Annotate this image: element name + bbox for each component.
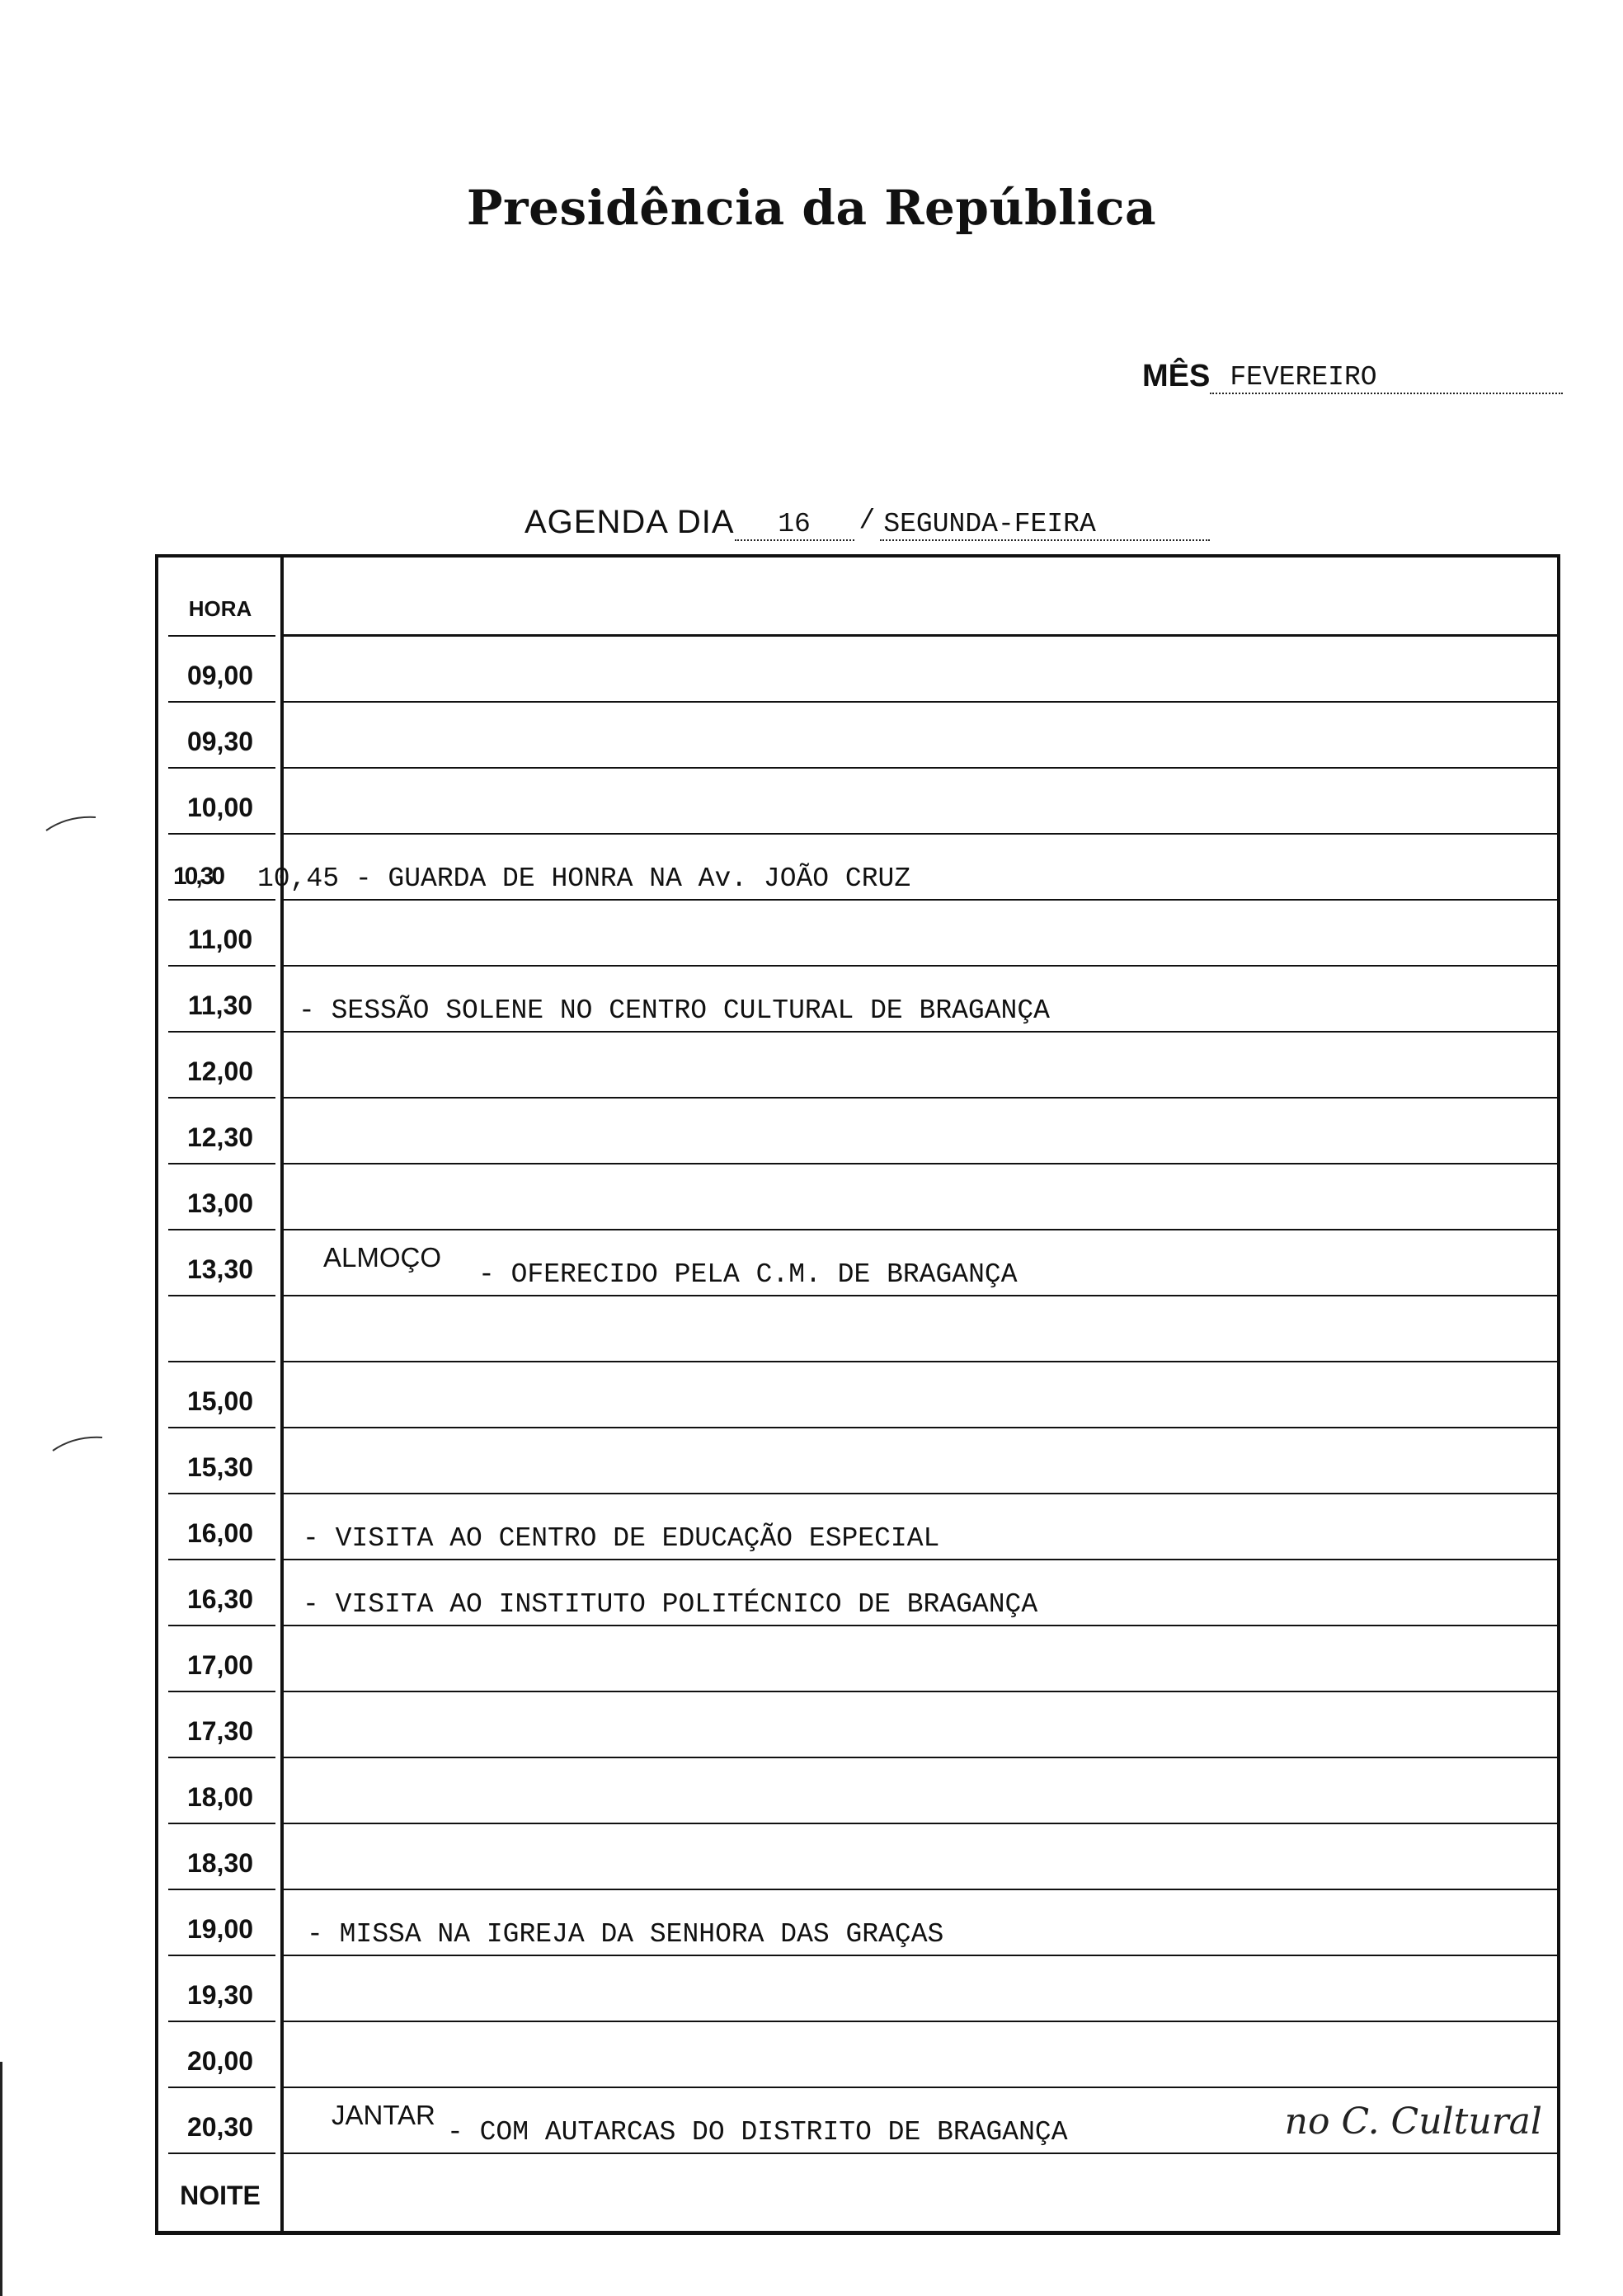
entry-cell: - VISITA AO INSTITUTO POLITÉCNICO DE BRAGANÇA — [303, 1589, 1038, 1620]
table-row — [158, 1099, 1557, 1164]
table-row — [158, 901, 1557, 967]
table-row — [158, 1890, 1557, 1956]
table-row — [158, 967, 1557, 1033]
handwritten-note: no C. Cultural — [1284, 2101, 1542, 2143]
hour-cell: 18,30 — [186, 1848, 254, 1878]
agenda-day: 16 — [735, 505, 854, 541]
hour-cell: 13,00 — [186, 1188, 254, 1218]
hour-cell: 17,30 — [186, 1716, 254, 1746]
entry-cell: 10,45 - GUARDA DE HONRA NA Av. JOÃO CRUZ — [257, 863, 911, 894]
table-row — [158, 1824, 1557, 1890]
table-header-row — [158, 558, 1557, 637]
hour-cell-overtyped: 10,30 — [173, 863, 223, 890]
month-field — [1142, 345, 1563, 394]
hour-cell: 12,30 — [186, 1122, 254, 1152]
agenda-weekday: SEGUNDA-FEIRA — [880, 505, 1210, 541]
table-row — [158, 769, 1557, 835]
table-row — [158, 835, 1557, 901]
hour-cell: 10,00 — [186, 793, 254, 822]
entry-cell: - MISSA NA IGREJA DA SENHORA DAS GRAÇAS — [307, 1919, 944, 1950]
meal-label: JANTAR — [332, 2100, 435, 2130]
table-row — [158, 1230, 1557, 1296]
hour-cell: 19,30 — [186, 1980, 254, 2010]
hour-cell: 11,00 — [187, 925, 253, 954]
table-row — [158, 1296, 1557, 1362]
table-row — [158, 2088, 1557, 2154]
entry-cell: - OFERECIDO PELA C.M. DE BRAGANÇA — [478, 1259, 1018, 1290]
table-row — [158, 1560, 1557, 1626]
hour-cell: 16,00 — [186, 1518, 254, 1548]
hour-cell: 16,30 — [186, 1584, 254, 1614]
hour-header: HORA — [188, 596, 252, 621]
table-row — [158, 1362, 1557, 1428]
entry-cell: - VISITA AO CENTRO DE EDUCAÇÃO ESPECIAL — [303, 1523, 940, 1554]
hour-cell: 17,00 — [186, 1650, 254, 1680]
table-row — [158, 1626, 1557, 1692]
table-row — [158, 1692, 1557, 1758]
hour-cell: NOITE — [180, 2181, 261, 2210]
page-title: Presidência da República — [466, 180, 1157, 236]
hour-cell: 09,30 — [186, 727, 254, 756]
meal-label: ALMOÇO — [323, 1242, 442, 1273]
scan-mark — [0, 2062, 5, 2296]
entry-cell: - SESSÃO SOLENE NO CENTRO CULTURAL DE BRAGANÇA — [299, 995, 1050, 1026]
hour-cell: 20,00 — [186, 2046, 254, 2076]
hour-cell: 20,30 — [186, 2112, 254, 2142]
agenda-label: AGENDA DIA — [525, 504, 735, 540]
table-row — [158, 2022, 1557, 2088]
scan-mark — [43, 812, 101, 837]
agenda-separator: / — [859, 506, 876, 536]
hour-cell: 18,00 — [186, 1782, 254, 1812]
table-row — [158, 1758, 1557, 1824]
table-row — [158, 1494, 1557, 1560]
hour-cell: 13,30 — [186, 1254, 254, 1284]
hour-cell: 15,00 — [186, 1386, 254, 1416]
hour-cell: 19,00 — [186, 1914, 254, 1944]
table-row — [158, 637, 1557, 703]
table-row — [158, 1033, 1557, 1099]
month-label: MÊS — [1142, 359, 1211, 393]
hour-cell: 11,30 — [187, 990, 253, 1020]
hour-cell: 12,00 — [186, 1056, 254, 1086]
agenda-day-field — [525, 492, 1210, 541]
table-row — [158, 1956, 1557, 2022]
month-value: FEVEREIRO — [1210, 358, 1563, 394]
hour-cell: 15,30 — [186, 1452, 254, 1482]
table-row — [158, 703, 1557, 769]
table-row — [158, 1164, 1557, 1230]
table-row — [158, 2154, 1557, 2234]
hour-cell: 09,00 — [186, 661, 254, 690]
agenda-table — [155, 554, 1560, 2235]
entry-cell: - COM AUTARCAS DO DISTRITO DE BRAGANÇA — [447, 2117, 1068, 2148]
table-row — [158, 1428, 1557, 1494]
scan-mark — [49, 1431, 107, 1456]
